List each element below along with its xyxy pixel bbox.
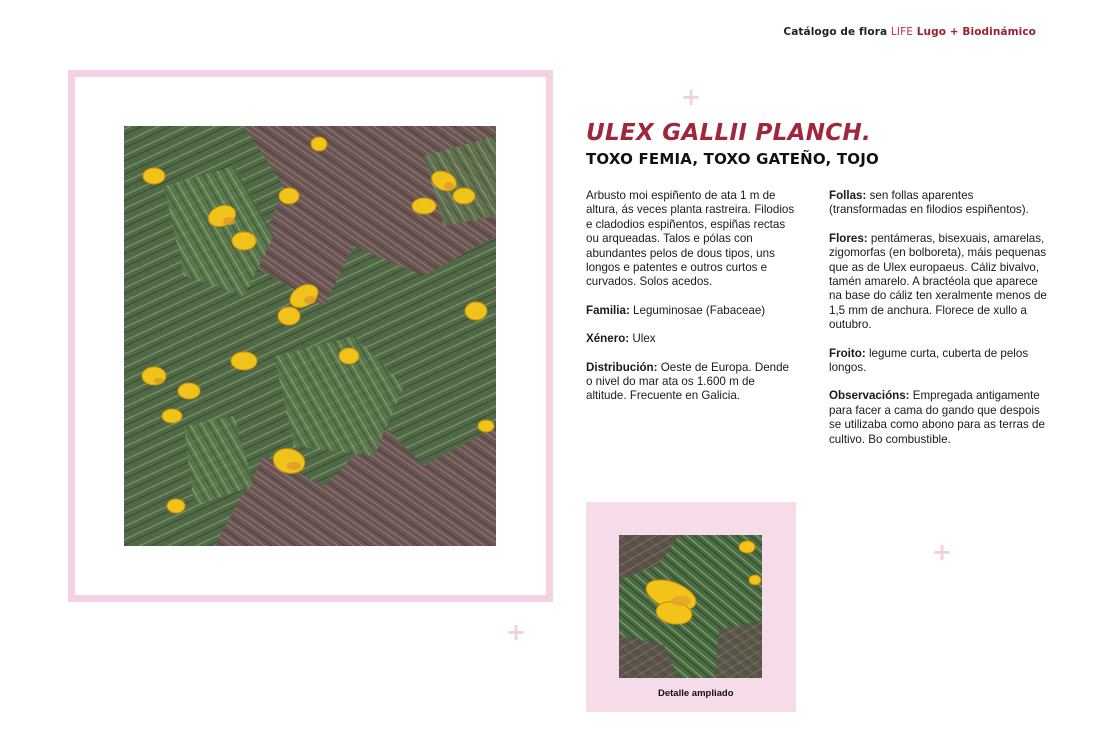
notes-label: Observacións: (829, 389, 910, 403)
notes-entry (829, 389, 1047, 447)
decorative-plus-icon: + (506, 618, 527, 646)
gorse-detail-illustration (619, 535, 762, 678)
detail-photo (619, 535, 762, 678)
gorse-photo-illustration (124, 126, 496, 546)
decorative-plus-icon: + (681, 83, 702, 111)
description-text: Arbusto moi espiñento de ata 1 m de altura, ás veces planta rastreira. Filodios e cladodios espiñentos, espiñas rectas ou arqueadas. Talos e pólas con abundantes pelos de dous tipos, uns longos e patentes e outros curtos e curvados. Solos acedos. (586, 189, 795, 289)
leaves-entry (829, 189, 1047, 218)
right-description-column (829, 189, 1047, 461)
latin-name: ULEX GALLII PLANCH. (586, 120, 872, 146)
family-value: Leguminosae (Fabaceae) (633, 303, 766, 317)
flowers-entry (829, 232, 1047, 333)
family-entry (586, 304, 796, 318)
catalog-header (783, 26, 1036, 38)
distribution-value: Oeste de Europa. Dende o nivel do mar ata os 1.600 m de altitude. Frecuente en Galicia. (586, 360, 789, 403)
distribution-entry (586, 361, 796, 404)
genus-value: Ulex (632, 332, 656, 346)
main-plant-photo (124, 126, 496, 546)
common-names: TOXO FEMIA, TOXO GATEÑO, TOJO (586, 150, 879, 168)
detail-caption: Detalle ampliado (658, 688, 734, 699)
left-description-column (586, 189, 796, 418)
life-logo-text: LIFE (890, 26, 913, 38)
flowers-value: pentámeras, bisexuais, amarelas, zigomorfas (en bolboreta), máis pequenas que as de Ulex europaeus. Cáliz bivalvo, tamén amarelo. A bractéola que aparece na base do cáliz ten xeralmente menos de 1,5 mm de anchura. Florece de xullo a outubro. (829, 231, 1047, 332)
flowers-label: Flores: (829, 231, 868, 245)
leaves-label: Follas: (829, 189, 867, 202)
fruit-entry (829, 347, 1047, 376)
distribution-label: Distribución: (586, 360, 658, 374)
family-label: Familia: (586, 303, 630, 317)
decorative-plus-icon: + (932, 538, 953, 566)
notes-value: Empregada antigamente para facer a cama do gando que despois se utilizaba como abono para as terras de cultivo. Bo combustible. (829, 389, 1045, 446)
brand-name: Lugo + Biodinámico (916, 26, 1036, 38)
leaves-value: sen follas aparentes (transformadas en filodios espiñentos). (829, 189, 1029, 217)
fruit-label: Froito: (829, 346, 866, 360)
species-title-block (586, 119, 1056, 168)
genus-entry (586, 332, 796, 346)
detail-box (586, 502, 796, 712)
fruit-value: legume curta, cuberta de pelos longos. (829, 346, 1029, 375)
genus-label: Xénero: (586, 332, 630, 346)
catalog-title: Catálogo de flora (783, 26, 888, 38)
